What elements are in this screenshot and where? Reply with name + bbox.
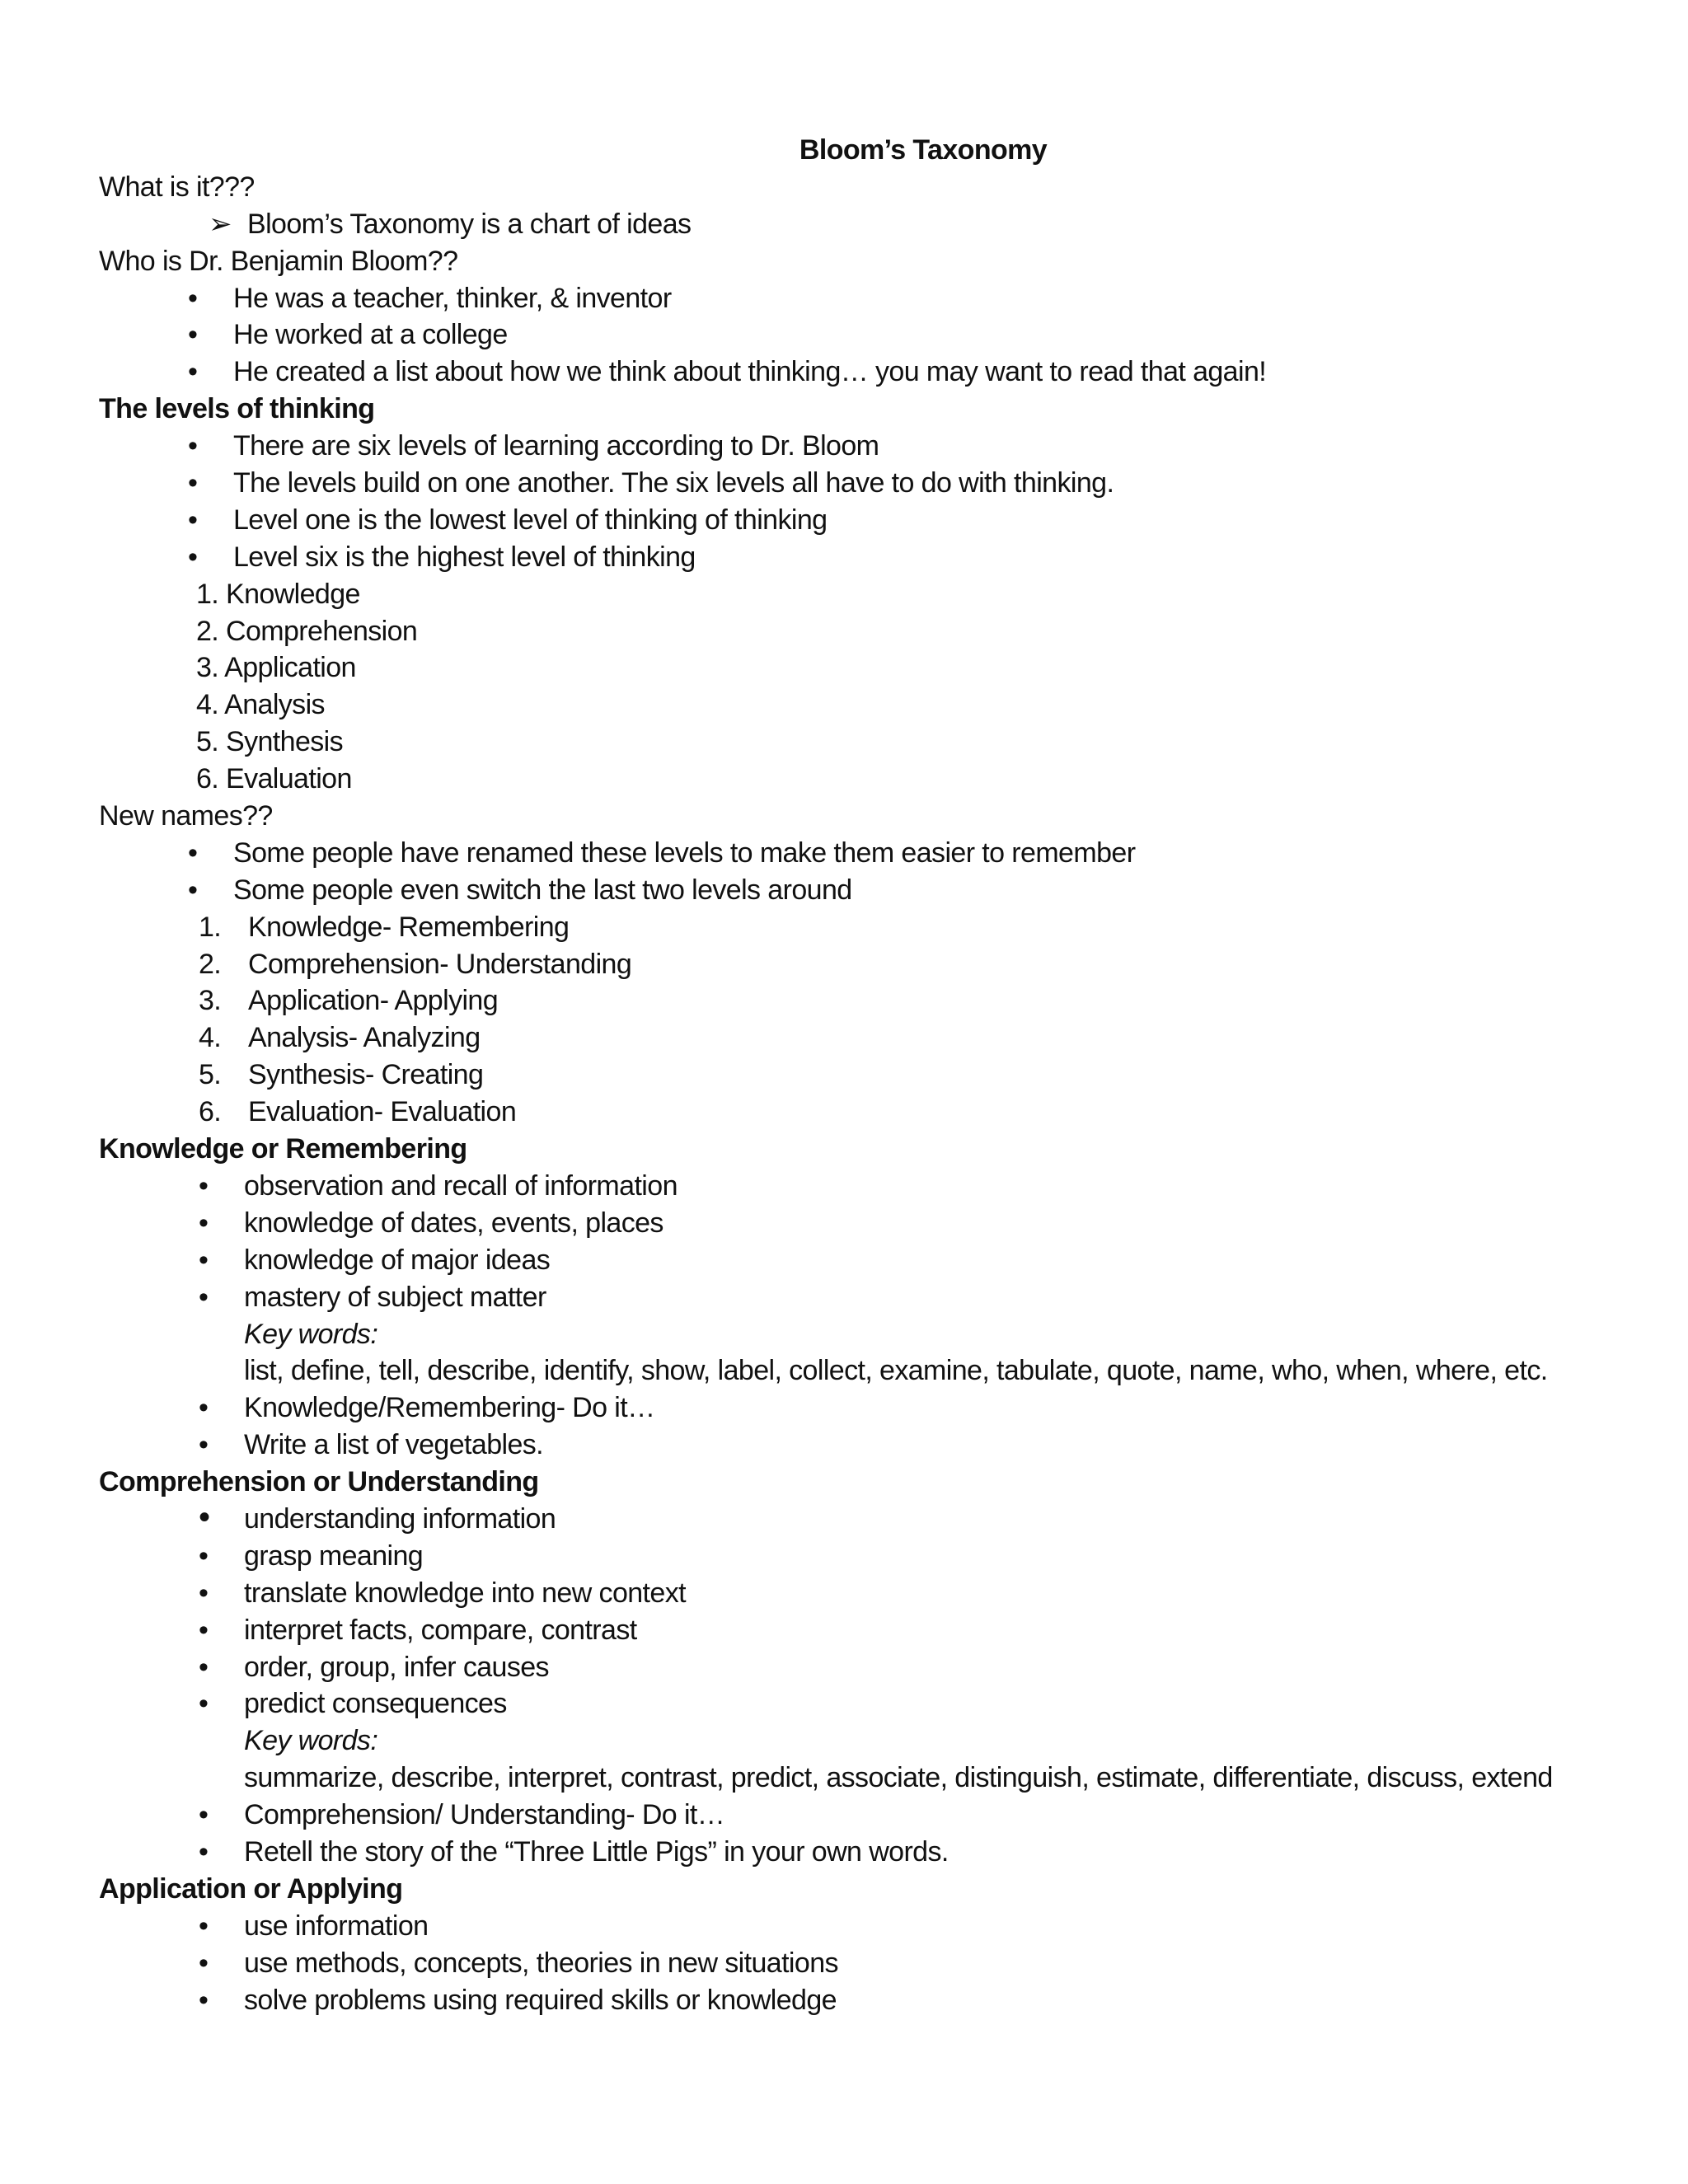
- list-item: [99, 1945, 1599, 1982]
- arrow-bullet-icon: ➢: [209, 208, 232, 240]
- bullet-icon: •: [199, 1540, 209, 1572]
- numbered-item: [99, 909, 1599, 946]
- numbered-item-text: Application- Applying: [248, 985, 499, 1017]
- bullet-icon: •: [199, 1910, 209, 1942]
- numbered-item-text: Synthesis- Creating: [248, 1059, 484, 1091]
- bullet-icon: •: [188, 356, 198, 388]
- list-item: [99, 1982, 1599, 2019]
- item-number: 1.: [199, 911, 222, 943]
- heading-new-names: New names??: [99, 800, 273, 832]
- list-item-text: order, group, infer causes: [244, 1651, 549, 1683]
- list-item: [99, 428, 1599, 465]
- list-item-text: mastery of subject matter: [244, 1281, 546, 1313]
- list-item-text: use information: [244, 1910, 429, 1942]
- numbered-item: 4. Analysis: [196, 689, 325, 721]
- bullet-icon: •: [199, 1244, 209, 1276]
- numbered-item: [99, 946, 1599, 983]
- list-item: [99, 1649, 1599, 1686]
- list-item: [99, 1612, 1599, 1649]
- bullet-icon: •: [199, 1498, 210, 1535]
- key-words-text: summarize, describe, interpret, contrast, predict, associate, distinguish, estimate, differentiate, discuss, extend: [244, 1762, 1553, 1794]
- arrow-list-item: [99, 206, 1599, 243]
- key-words-label: [99, 1722, 1599, 1760]
- numbered-item-text: Analysis- Analyzing: [248, 1022, 481, 1054]
- list-item-text: Level one is the lowest level of thinking of thinking: [233, 504, 828, 536]
- bullet-icon: •: [199, 1984, 209, 2016]
- bullet-icon: •: [188, 282, 198, 314]
- list-item-text: He worked at a college: [233, 319, 508, 351]
- list-item-text: Comprehension/ Understanding- Do it…: [244, 1799, 725, 1831]
- key-words-list: [99, 1352, 1599, 1390]
- bullet-icon: •: [188, 319, 198, 351]
- numbered-item: 6. Evaluation: [196, 763, 352, 795]
- numbered-item: [99, 1057, 1599, 1094]
- list-item: [99, 1685, 1599, 1722]
- numbered-item-text: Knowledge- Remembering: [248, 911, 570, 943]
- list-item: [99, 465, 1599, 502]
- document-page: [99, 132, 1599, 2018]
- list-item-text: knowledge of major ideas: [244, 1244, 551, 1276]
- key-words-text: list, define, tell, describe, identify, show, label, collect, examine, tabulate, quote, name, who, when, where, etc.: [244, 1355, 1548, 1387]
- bullet-icon: •: [188, 874, 198, 906]
- list-item: [99, 1575, 1599, 1612]
- bullet-icon: •: [188, 837, 198, 869]
- list-item-text: He was a teacher, thinker, & inventor: [233, 282, 672, 314]
- list-item-text: Level six is the highest level of thinking: [233, 541, 696, 573]
- key-words-label-text: Key words:: [244, 1725, 378, 1757]
- item-number: 5.: [199, 1059, 222, 1091]
- list-item: [99, 872, 1599, 909]
- heading-what-is-it: What is it???: [99, 171, 255, 203]
- bullet-icon: •: [188, 467, 198, 499]
- document-title: Bloom’s Taxonomy: [799, 134, 1048, 166]
- list-item-text: knowledge of dates, events, places: [244, 1207, 663, 1239]
- numbered-item: 2. Comprehension: [196, 615, 418, 647]
- list-item-text: Some people have renamed these levels to make them easier to remember: [233, 837, 1136, 869]
- bullet-icon: •: [199, 1392, 209, 1424]
- list-item-text: solve problems using required skills or knowledge: [244, 1984, 837, 2016]
- item-number: 4.: [199, 1022, 222, 1054]
- heading-comprehension: Comprehension or Understanding: [99, 1466, 539, 1498]
- bullet-icon: •: [188, 430, 198, 462]
- item-number: 6.: [199, 1096, 222, 1128]
- list-item: [99, 1834, 1599, 1871]
- list-item-text: There are six levels of learning according to Dr. Bloom: [233, 430, 879, 462]
- list-item-text: Knowledge/Remembering- Do it…: [244, 1392, 655, 1424]
- bullet-icon: •: [199, 1651, 209, 1683]
- list-item-text: predict consequences: [244, 1688, 507, 1720]
- list-item: [99, 354, 1599, 391]
- bullet-icon: •: [188, 541, 198, 573]
- bullet-icon: •: [199, 1947, 209, 1979]
- numbered-item-text: Comprehension- Understanding: [248, 948, 632, 980]
- numbered-item: 5. Synthesis: [196, 726, 344, 758]
- key-words-label-text: Key words:: [244, 1318, 378, 1350]
- numbered-item: 1. Knowledge: [196, 578, 360, 610]
- item-number: 3.: [199, 985, 222, 1017]
- bullet-icon: •: [199, 1835, 209, 1868]
- list-item: [99, 1168, 1599, 1205]
- list-item: [99, 1205, 1599, 1242]
- bullet-icon: •: [199, 1207, 209, 1239]
- list-item: [99, 1279, 1599, 1316]
- numbered-item-text: Evaluation- Evaluation: [248, 1096, 517, 1128]
- bullet-icon: •: [199, 1688, 209, 1720]
- bullet-icon: •: [199, 1799, 209, 1831]
- bullet-icon: •: [199, 1614, 209, 1646]
- item-number: 2.: [199, 948, 222, 980]
- numbered-item: [99, 982, 1599, 1019]
- numbered-item: [99, 1019, 1599, 1057]
- list-item-text: Some people even switch the last two levels around: [233, 874, 852, 906]
- list-item-text: understanding information: [244, 1502, 556, 1535]
- list-item-text: Write a list of vegetables.: [244, 1429, 544, 1461]
- list-item: [99, 280, 1599, 317]
- bullet-icon: •: [199, 1281, 209, 1313]
- list-item-text: He created a list about how we think about thinking… you may want to read that again!: [233, 356, 1267, 388]
- list-item-text: The levels build on one another. The six levels all have to do with thinking.: [233, 467, 1114, 499]
- bullet-icon: •: [199, 1577, 209, 1609]
- numbered-item: [99, 1094, 1599, 1131]
- list-item-text: translate knowledge into new context: [244, 1577, 686, 1609]
- bullet-icon: •: [199, 1169, 209, 1202]
- bullet-icon: •: [188, 504, 198, 536]
- heading-levels-of-thinking: The levels of thinking: [99, 393, 375, 425]
- list-item: [99, 1390, 1599, 1427]
- key-words-list: [99, 1760, 1599, 1797]
- arrow-item-text: Bloom’s Taxonomy is a chart of ideas: [247, 208, 692, 240]
- heading-knowledge: Knowledge or Remembering: [99, 1133, 467, 1165]
- list-item: [99, 1498, 1599, 1538]
- list-item: [99, 1242, 1599, 1279]
- list-item: [99, 1797, 1599, 1834]
- list-item: [99, 502, 1599, 539]
- list-item: [99, 316, 1599, 354]
- list-item: [99, 1538, 1599, 1575]
- list-item: [99, 1427, 1599, 1464]
- list-item-text: Retell the story of the “Three Little Pigs” in your own words.: [244, 1835, 949, 1868]
- list-item-text: grasp meaning: [244, 1540, 424, 1572]
- list-item-text: use methods, concepts, theories in new situations: [244, 1947, 838, 1979]
- list-item: [99, 539, 1599, 576]
- list-item-text: observation and recall of information: [244, 1169, 678, 1202]
- numbered-item: 3. Application: [196, 652, 356, 684]
- key-words-label: [99, 1316, 1599, 1353]
- bullet-icon: •: [199, 1429, 209, 1461]
- list-item: [99, 835, 1599, 872]
- list-item-text: interpret facts, compare, contrast: [244, 1614, 637, 1646]
- heading-application: Application or Applying: [99, 1872, 403, 1905]
- heading-who-is-bloom: Who is Dr. Benjamin Bloom??: [99, 245, 458, 277]
- list-item: [99, 1908, 1599, 1945]
